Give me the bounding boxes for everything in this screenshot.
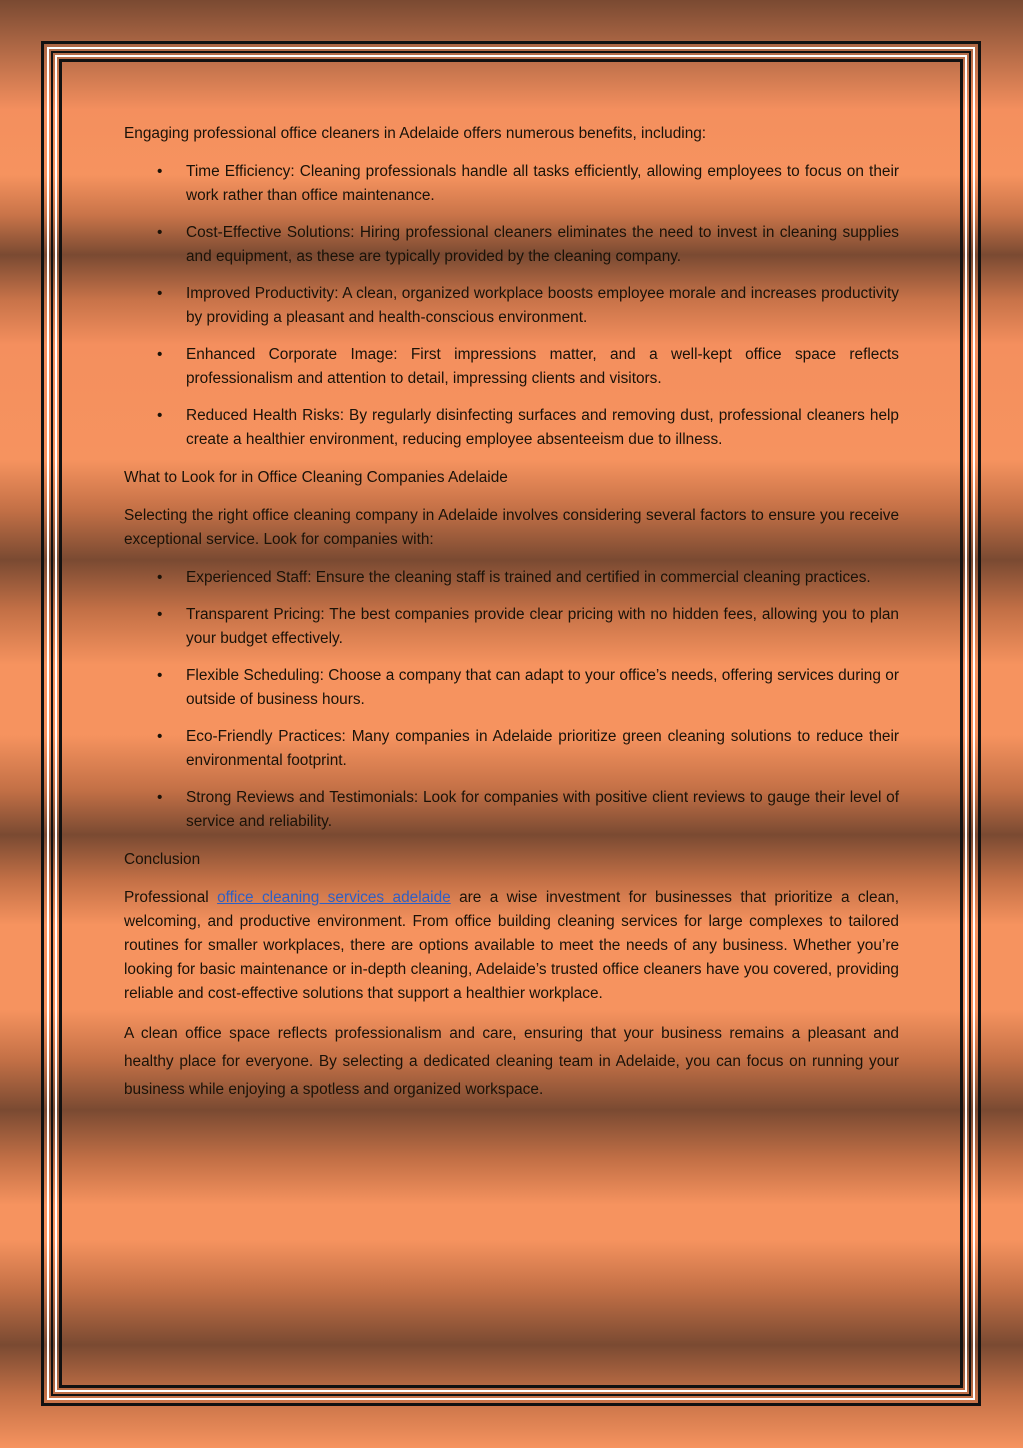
list-item: [124, 566, 899, 590]
bullet-glyph: •: [157, 407, 163, 424]
conclusion-text-before-link: Professional: [124, 889, 218, 906]
document-body: [124, 122, 899, 1118]
office-cleaning-services-link[interactable]: office cleaning services adelaide: [217, 889, 451, 906]
section-heading-look-for: What to Look for in Office Cleaning Companies Adelaide: [124, 469, 508, 486]
list-item: [124, 282, 899, 330]
criteria-list: [124, 566, 899, 834]
bullet-glyph: •: [157, 224, 163, 241]
section-heading-conclusion: Conclusion: [124, 851, 201, 868]
list-item-text: Improved Productivity: A clean, organized workplace boosts employee morale and increases productivity by providing a pleasant and health-conscious environment.: [186, 285, 899, 326]
list-item: [124, 725, 899, 773]
bullet-glyph: •: [157, 285, 163, 302]
intro-paragraph: Engaging professional office cleaners in Adelaide offers numerous benefits, including:: [124, 125, 707, 142]
list-item-text: Flexible Scheduling: Choose a company that can adapt to your office’s needs, offering services during or outside of business hours.: [186, 667, 899, 708]
conclusion-paragraph: [124, 886, 899, 1006]
bullet-glyph: •: [157, 606, 163, 623]
list-item-text: Reduced Health Risks: By regularly disinfecting surfaces and removing dust, professional cleaners help create a healthier environment, reducing employee absenteeism due to illness.: [186, 407, 899, 448]
list-item-text: Eco-Friendly Practices: Many companies in Adelaide prioritize green cleaning solutions to reduce their environmental footprint.: [186, 728, 899, 769]
list-item-text: Time Efficiency: Cleaning professionals handle all tasks efficiently, allowing employees to focus on their work rather than office maintenance.: [186, 163, 899, 204]
list-item: [124, 603, 899, 651]
list-item-text: Transparent Pricing: The best companies provide clear pricing with no hidden fees, allowing you to plan your budget effectively.: [186, 606, 899, 647]
list-item: [124, 404, 899, 452]
list-item-text: Cost-Effective Solutions: Hiring professional cleaners eliminates the need to invest in cleaning supplies and equipment, as these are typically provided by the cleaning company.: [186, 224, 899, 265]
bullet-glyph: •: [157, 163, 163, 180]
list-item-text: Strong Reviews and Testimonials: Look for companies with positive client reviews to gauge their level of service and reliability.: [186, 789, 899, 830]
conclusion-text-after-link: are a wise investment for businesses that prioritize a clean, welcoming, and productive environment. From office building cleaning services for large complexes to tailored routines for smaller workplaces, there are options available to meet the needs of any business. Whether you’re looking for basic maintenance or in-depth cleaning, Adelaide’s trusted office cleaners have you covered, providing reliable and cost-effective solutions that support a healthier workplace.: [124, 889, 899, 1002]
list-item-text: Experienced Staff: Ensure the cleaning staff is trained and certified in commercial cleaning practices.: [186, 569, 871, 586]
closing-paragraph: A clean office space reflects professionalism and care, ensuring that your business remains a pleasant and healthy place for everyone. By selecting a dedicated cleaning team in Adelaide, you can focus on running your business while enjoying a spotless and organized workspace.: [124, 1025, 899, 1098]
list-item: [124, 221, 899, 269]
bullet-glyph: •: [157, 346, 163, 363]
look-for-intro-paragraph: Selecting the right office cleaning company in Adelaide involves considering several factors to ensure you receive exceptional service. Look for companies with:: [124, 507, 899, 548]
bullet-glyph: •: [157, 789, 163, 806]
list-item: [124, 160, 899, 208]
bullet-glyph: •: [157, 569, 163, 586]
list-item: [124, 343, 899, 391]
list-item-text: Enhanced Corporate Image: First impressions matter, and a well-kept office space reflects professionalism and attention to detail, impressing clients and visitors.: [186, 346, 899, 387]
bullet-glyph: •: [157, 728, 163, 745]
list-item: [124, 664, 899, 712]
benefits-list: [124, 160, 899, 452]
list-item: [124, 786, 899, 834]
bullet-glyph: •: [157, 667, 163, 684]
